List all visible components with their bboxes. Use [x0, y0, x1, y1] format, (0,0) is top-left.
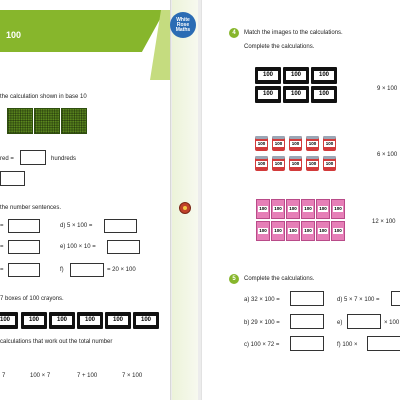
q5-answer-box[interactable] — [347, 314, 381, 329]
q2-answer-box[interactable] — [104, 219, 137, 233]
seed-packet: 100 — [271, 199, 285, 219]
q2-answer-box[interactable] — [8, 219, 40, 233]
q5-b: b) 29 × 100 = — [244, 320, 280, 326]
seed-packet: 100 — [286, 199, 300, 219]
q5-answer-box[interactable] — [367, 336, 400, 351]
seed-packet: 100 — [286, 221, 300, 241]
header-title: 100 — [6, 30, 22, 40]
tin: 100 — [289, 156, 302, 171]
crayon-box: 100 — [49, 312, 75, 329]
crayon-box: 100 — [311, 67, 337, 84]
q2-row-f-after: = 20 × 100 — [107, 267, 136, 273]
q2-left-eq: = — [0, 244, 4, 250]
seed-packet: 100 — [301, 199, 315, 219]
q5-e-after: × 100 — [384, 320, 400, 326]
q2-answer-box[interactable] — [8, 240, 40, 254]
seed-packet: 100 — [331, 221, 345, 241]
crayon-box: 100 — [77, 312, 103, 329]
q5-a: a) 32 × 100 = — [244, 297, 280, 303]
tin: 100 — [289, 136, 302, 151]
q5-d: d) 5 × 7 × 100 = — [337, 297, 380, 303]
match-calc: 12 × 100 — [372, 219, 396, 225]
tin: 100 — [272, 136, 285, 151]
tin: 100 — [306, 156, 319, 171]
q2-text: the number sentences. — [0, 205, 62, 211]
q5-c: c) 100 × 72 = — [244, 342, 280, 348]
crayon-box: 100 — [255, 67, 281, 84]
q5-answer-box[interactable] — [391, 291, 400, 306]
hundred-block — [61, 108, 87, 134]
q5-e: e) — [337, 320, 343, 326]
q5-answer-box[interactable] — [290, 291, 324, 306]
crayon-box: 100 — [105, 312, 131, 329]
crayon-box: 100 — [283, 67, 309, 84]
q4-number-badge: 4 — [229, 28, 239, 38]
tin: 100 — [323, 136, 336, 151]
white-rose-maths-logo: White Rose Maths — [170, 12, 196, 38]
q5-number-badge: 5 — [229, 274, 239, 284]
q2-answer-box[interactable] — [8, 263, 40, 277]
match-calc: 6 × 100 — [377, 152, 398, 158]
q3-option[interactable]: 100 × 7 — [30, 373, 51, 379]
crayon-box: 100 — [0, 312, 18, 329]
crayon-box: 100 — [133, 312, 159, 329]
q1-text: the calculation shown in base 10 — [0, 94, 87, 100]
crayon-box: 100 — [283, 86, 309, 103]
crayon-box: 100 — [21, 312, 47, 329]
seed-packet: 100 — [256, 221, 270, 241]
crayon-box: 100 — [311, 86, 337, 103]
flower-icon — [179, 202, 191, 214]
header-banner — [0, 10, 165, 52]
q2-row-e: e) 100 × 10 = — [60, 244, 96, 250]
q5-f: f) 100 × — [337, 342, 358, 348]
q2-row-f: f) — [60, 267, 64, 273]
q5-answer-box[interactable] — [290, 314, 324, 329]
q2-answer-box[interactable] — [70, 263, 104, 277]
q5-answer-box[interactable] — [290, 336, 324, 351]
q1-answer-box[interactable] — [20, 150, 46, 165]
tin: 100 — [306, 136, 319, 151]
q2-left-eq: = — [0, 223, 4, 229]
crayon-box: 100 — [255, 86, 281, 103]
q1-hundreds-label: red = — [0, 156, 14, 162]
q3-text2: calculations that work out the total number — [0, 339, 113, 345]
q3-text: 7 boxes of 100 crayons. — [0, 296, 64, 302]
seed-packet: 100 — [316, 221, 330, 241]
q3-option[interactable]: 7 + 100 — [77, 373, 98, 379]
q1-second-box[interactable] — [0, 171, 25, 186]
tin: 100 — [323, 156, 336, 171]
q5-title: Complete the calculations. — [244, 276, 315, 282]
seed-packet: 100 — [301, 221, 315, 241]
match-calc: 9 × 100 — [377, 86, 398, 92]
seed-packet: 100 — [271, 221, 285, 241]
seed-packet: 100 — [256, 199, 270, 219]
q2-row-d: d) 5 × 100 = — [60, 223, 93, 229]
hundred-block — [34, 108, 60, 134]
seed-packet: 100 — [316, 199, 330, 219]
tin: 100 — [255, 136, 268, 151]
seed-packet: 100 — [331, 199, 345, 219]
tin: 100 — [272, 156, 285, 171]
q4-title: Match the images to the calculations. — [244, 30, 343, 36]
book-spine-tint — [172, 0, 198, 400]
q2-answer-box[interactable] — [107, 240, 140, 254]
q2-left-eq: = — [0, 267, 4, 273]
q3-option[interactable]: 7 × 100 — [122, 373, 143, 379]
q3-option[interactable]: 7 — [2, 373, 6, 379]
tin: 100 — [255, 156, 268, 171]
q1-hundreds-unit: hundreds — [51, 156, 77, 162]
q4-subtitle: Complete the calculations. — [244, 44, 315, 50]
hundred-block — [7, 108, 33, 134]
